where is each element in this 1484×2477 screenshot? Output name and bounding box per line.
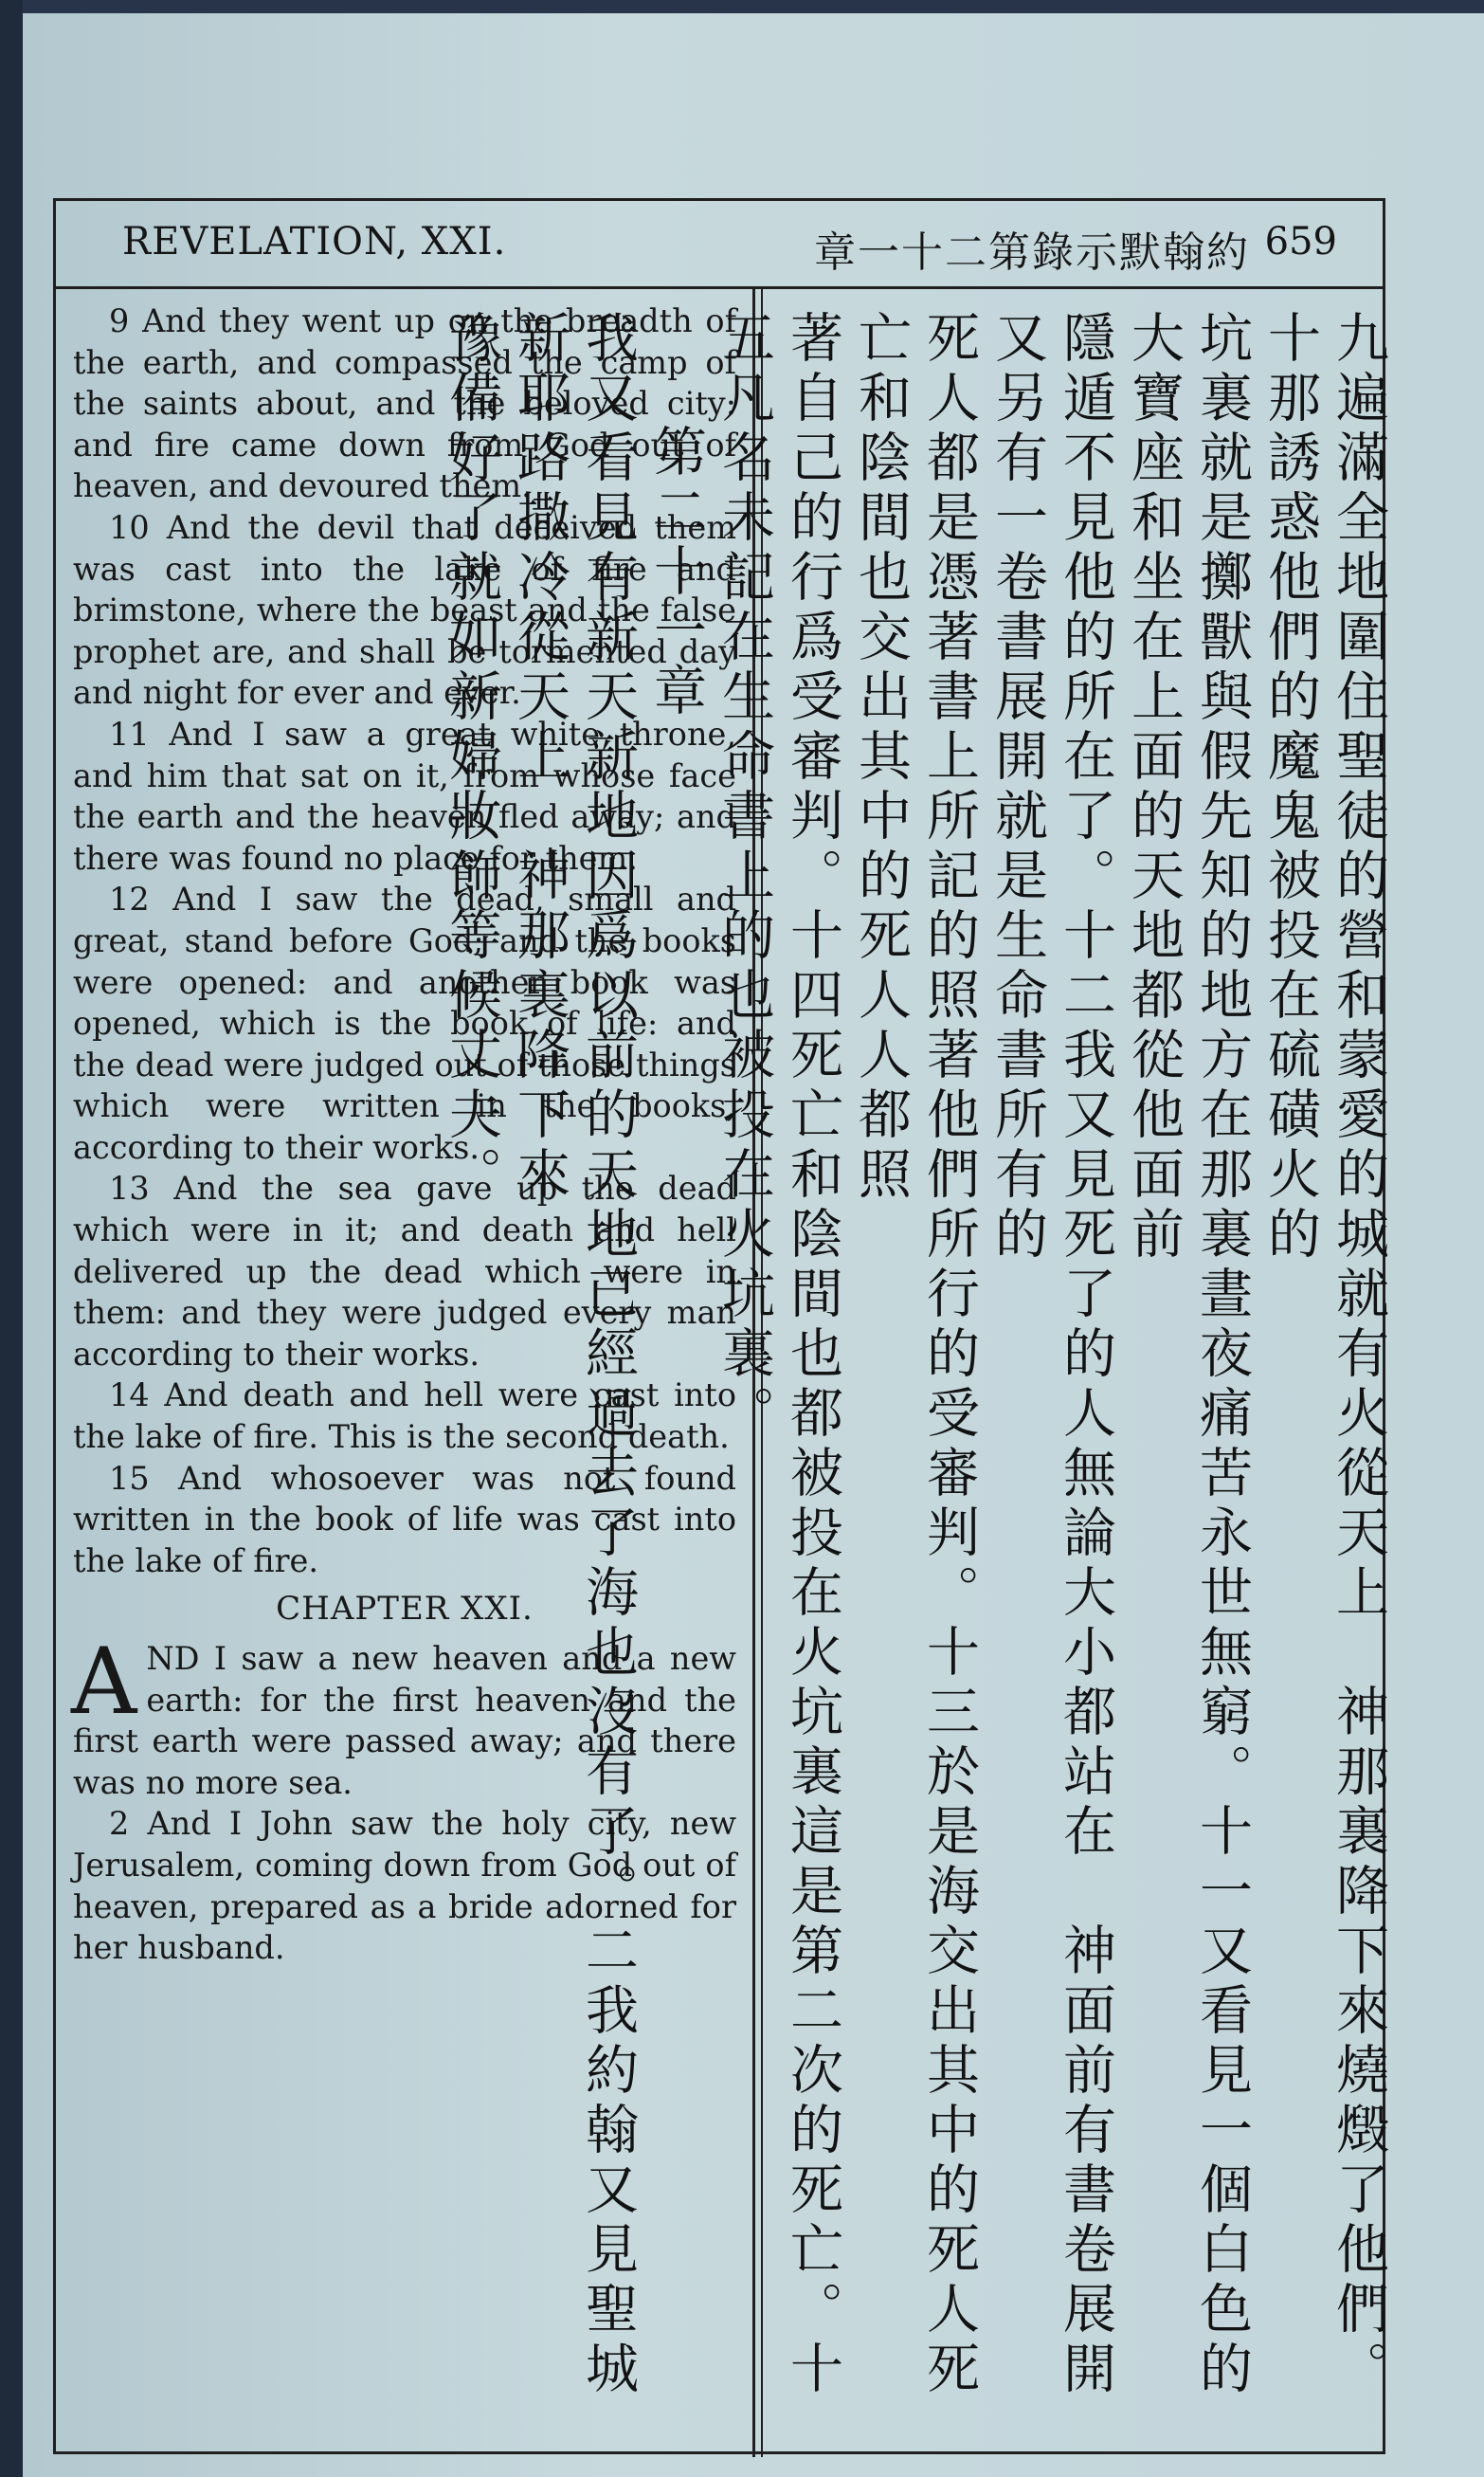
drop-cap: A: [71, 1629, 137, 1735]
chinese-line: 豫備好了就如新婦妝飾等候丈夫。: [441, 310, 502, 1206]
verse-20-11: 11 And I saw a great white throne, and him that sat on it, from whose face the earth and the heaven fled away; and there was found no place for them.: [73, 715, 736, 877]
chinese-column: [441, 310, 1392, 2443]
verse-20-12: 12 And I saw the dead, small and great, stand before God; and the books were opened: and another book was opened, which is the book of life: and the dead were judged out of those things which were written in the books, according to their works.: [73, 881, 736, 1166]
chinese-chapter-heading: 第二十一章: [645, 424, 707, 722]
chinese-line: 隱遁不見他的所在了。十二我又見死了的人無論大小都站在 神面前有書卷展開又另有一卷書展開就是生命書所有的: [986, 310, 1116, 2400]
chapter-heading: CHAPTER XXI.: [276, 1590, 534, 1629]
header-title-chinese: 章一十二第錄示默翰約: [814, 228, 1250, 277]
verse-20-9: 9 And they went up on the breadth of the earth, and compassed the camp of the saints about, and the beloved city: and fire came down from God out of heaven, and devoured them.: [73, 302, 736, 505]
verse-20-15: 15 And whosoever was not found written in the book of life was cast into the lake of fire.: [73, 1459, 736, 1579]
page-frame: [53, 198, 1389, 2454]
chinese-line: 九遍滿全地圍住聖徒的營和蒙愛的城就有火從天上 神那裏降下來燒燬了他們。十那誘惑他們的魔鬼被投在硫磺火的: [1259, 310, 1389, 2400]
verse-20-14: 14 And death and hell were cast into the lake of fire. This is the second death.: [73, 1376, 736, 1456]
chinese-line: 死人都是憑著書上所記的照著他們所行的受審判。十三於是海交出其中的死人死亡和陰間也交出其中的死人人都照: [850, 310, 980, 2400]
bible-page: [23, 13, 1484, 2477]
header-title-english: REVELATION, XXI.: [122, 220, 507, 264]
running-header: [56, 201, 1383, 289]
verse-20-10: 10 And the devil that deceived them was cast into the lake of fire and brimstone, where the beast and the false prophet are, and shall be tormented day and night for ever and ever.: [73, 508, 736, 712]
verse-21-2: 2 And I John saw the holy city, new Jerusalem, coming down from God out of heaven, prepared as a bride adorned for her husband.: [73, 1805, 736, 1967]
chinese-line: 著自己的行爲受審判。十四死亡和陰間也都被投在火坑裏這是第二次的死亡。十五凡名未記在生命書上的也被投在火坑裏。: [714, 310, 843, 2400]
book-cover-top-edge: [0, 0, 1484, 13]
verse-21-1-text: ND I saw a new heaven and a new earth: for the first heaven and the first earth were passed away; and there was no more sea.: [73, 1640, 736, 1801]
chinese-line: 我又看見有新天新地因爲以前的天地已經過去了海也沒有了。二我約翰又見聖城新耶路撒冷從天上 神那裏降下來: [509, 310, 639, 2400]
verse-20-13: 13 And the sea gave up the dead which were in it; and death and hell delivered up the dead which were in them: and they were judged every man according to their works.: [73, 1170, 736, 1373]
chinese-line: 坑裏就是擲獸與假先知的地方在那裏晝夜痛苦永世無窮。十一又看見一個白色的大寶座和坐在上面的天地都從他面前: [1123, 310, 1253, 2400]
page-number: 659: [1264, 220, 1337, 264]
book-cover-left-edge: [0, 0, 23, 2477]
